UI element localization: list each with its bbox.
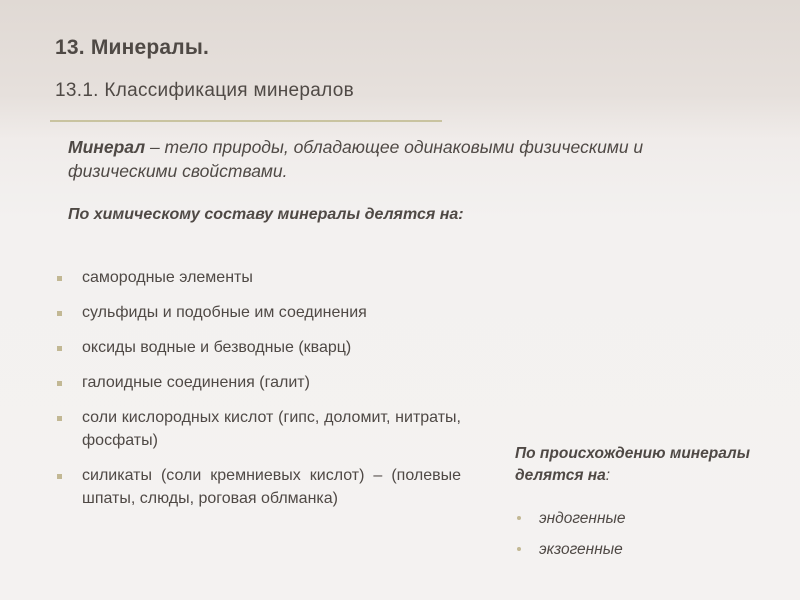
composition-heading: По химическому составу минералы делятся на: bbox=[68, 206, 464, 223]
list-item bbox=[55, 464, 461, 510]
list-item-text: сульфиды и подобные им соединения bbox=[82, 304, 367, 321]
list-item bbox=[55, 301, 461, 324]
slide-subtitle: 13.1. Классификация минералов bbox=[55, 80, 355, 101]
list-item bbox=[55, 266, 461, 289]
list-item-text: оксиды водные и безводные (кварц) bbox=[82, 339, 352, 356]
square-bullet-icon bbox=[57, 276, 62, 281]
list-item-text: силикаты (соли кремниевых кислот) – (полевые шпаты, слюды, роговая облманка) bbox=[82, 467, 461, 507]
list-item bbox=[515, 538, 626, 561]
origin-heading-colon: : bbox=[605, 467, 611, 484]
square-bullet-icon bbox=[57, 311, 62, 316]
square-bullet-icon bbox=[57, 416, 62, 421]
square-bullet-icon bbox=[57, 474, 62, 479]
list-item bbox=[55, 336, 461, 359]
mineral-definition bbox=[68, 135, 668, 183]
origin-heading-text: По происхождению минералы делятся на bbox=[515, 445, 750, 484]
list-item bbox=[515, 507, 626, 530]
dot-bullet-icon bbox=[517, 516, 521, 520]
list-item-text: соли кислородных кислот (гипс, доломит, нитраты, фосфаты) bbox=[82, 409, 461, 449]
slide-title: 13. Минералы. bbox=[55, 36, 210, 59]
square-bullet-icon bbox=[57, 346, 62, 351]
dot-bullet-icon bbox=[517, 547, 521, 551]
composition-list bbox=[55, 266, 461, 522]
list-item-text: самородные элементы bbox=[82, 269, 253, 286]
list-item-text: эндогенные bbox=[539, 510, 626, 527]
definition-text: – тело природы, обладающее одинаковыми физическими и физическими свойствами. bbox=[68, 137, 644, 181]
origin-heading bbox=[515, 443, 785, 487]
definition-term: Минерал bbox=[68, 137, 146, 157]
square-bullet-icon bbox=[57, 381, 62, 386]
list-item-text: галоидные соединения (галит) bbox=[82, 374, 310, 391]
title-divider bbox=[50, 120, 442, 122]
origin-list bbox=[515, 507, 626, 569]
list-item-text: экзогенные bbox=[539, 541, 623, 558]
list-item bbox=[55, 371, 461, 394]
list-item bbox=[55, 406, 461, 452]
